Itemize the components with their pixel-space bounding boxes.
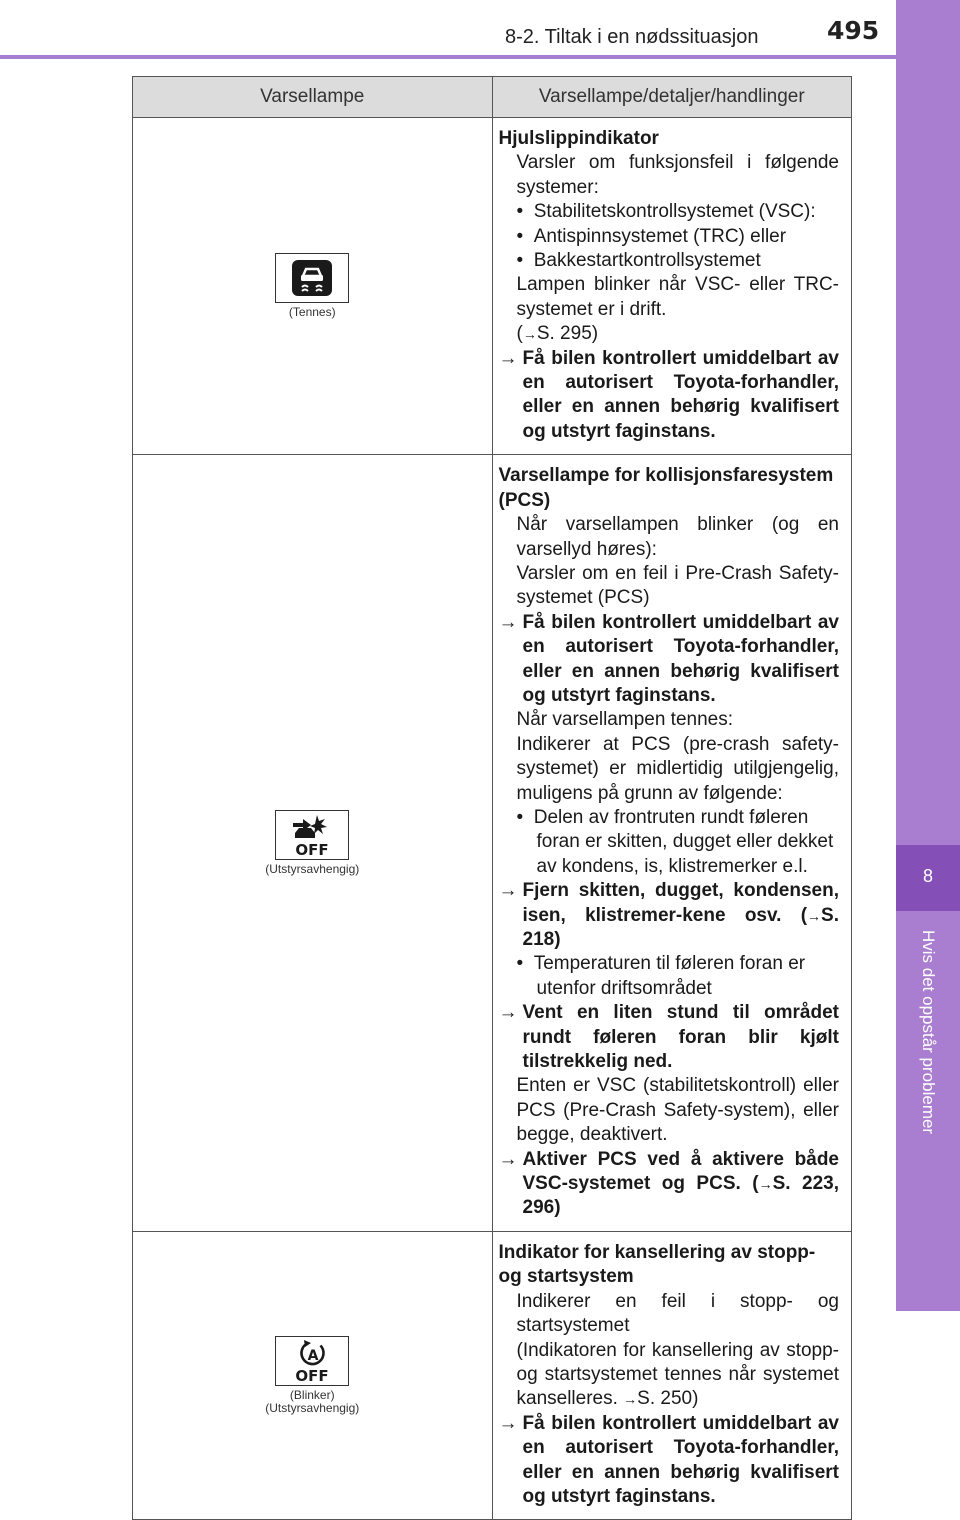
lamp-caption: (Utstyrsavhengig): [265, 1401, 360, 1416]
stop-start-off-icon: [275, 1336, 349, 1386]
action-arrow-icon: →: [498, 347, 518, 369]
lamp-cell: [133, 1231, 493, 1519]
see-arrow-icon: →: [758, 1176, 773, 1193]
page-reference[interactable]: S. 223, 296): [522, 1173, 839, 1219]
action-item: → Få bilen kontrollert umiddelbart av en autorisert Toyota-forhandler, eller en annen behørig kvalifisert og utstyrt faginstans.: [498, 347, 839, 442]
side-tab-number: 8: [922, 866, 933, 886]
action-arrow-icon: →: [498, 1148, 518, 1170]
bullet-item: • Antispinnsystemet (TRC) eller: [516, 225, 787, 247]
svg-text:OFF: OFF: [295, 1367, 329, 1384]
see-arrow-icon: →: [623, 1391, 638, 1408]
action-item: → Fjern skitten, dugget, kondensen, isen, klistremer-kene osv. (→S. 218): [498, 880, 839, 950]
action-arrow-icon: →: [498, 880, 518, 902]
see-arrow-icon: →: [807, 907, 822, 924]
page-reference[interactable]: S. 218): [522, 904, 839, 950]
action-item: → Vent en liten stund til området rundt føleren foran blir kjølt tilstrekkelig ned.: [498, 1002, 839, 1073]
bullet-item: • Stabilitetskontrollsystemet (VSC):: [516, 201, 816, 223]
see-arrow-icon: →: [522, 326, 537, 343]
lamp-title: Indikator for kansellering av stopp- og startsystem: [498, 1241, 816, 1288]
lamp-title: Varsellampe for kollisjonsfaresystem (PCS): [498, 465, 834, 511]
side-tab-label: Hvis det oppstår problemer: [919, 930, 938, 1135]
description: Indikerer en feil i stopp- og startsystemet: [516, 1290, 839, 1337]
lamp-caption: (Utstyrsavhengig): [265, 862, 360, 877]
description: Når varsellampen blinker (og en varsellyd høres):: [516, 514, 839, 560]
column-header-lamp: Varsellampe: [133, 77, 493, 118]
lamp-title: Hjulslippindikator: [498, 128, 659, 149]
bullet-item: • Bakkestartkontrollsystemet: [516, 250, 761, 272]
column-header-details: Varsellampe/detaljer/handlinger: [492, 77, 852, 118]
description: (Indikatoren for kansellering av stopp- og startsystemet tennes når systemet kanselleres. →S. 250): [516, 1339, 839, 1410]
description: Når varsellampen tennes:: [516, 709, 733, 731]
table-row: [133, 118, 852, 455]
action-arrow-icon: →: [498, 611, 518, 633]
header-rule: [0, 55, 896, 59]
action-arrow-icon: →: [498, 1412, 518, 1434]
lamp-cell: [133, 455, 493, 1232]
bullet-icon: •: [516, 201, 524, 223]
page-number: 495: [827, 16, 880, 45]
slip-indicator-icon: [275, 253, 349, 303]
description: Varsler om funksjonsfeil i følgende systemer:: [516, 152, 839, 198]
table-row: [133, 1231, 852, 1519]
bullet-icon: •: [516, 250, 524, 272]
page-reference[interactable]: S. 250): [637, 1388, 699, 1410]
lamp-caption: (Tennes): [288, 305, 336, 320]
svg-text:OFF: OFF: [295, 841, 329, 858]
warning-light-table: [132, 76, 852, 1520]
table-header-row: [133, 77, 852, 118]
action-item: → Aktiver PCS ved å aktivere både VSC-systemet og PCS. (→S. 223, 296): [498, 1148, 839, 1219]
lamp-caption: (Blinker): [289, 1388, 335, 1403]
bullet-icon: •: [516, 953, 524, 975]
chapter-title: 8-2. Tiltak i en nødssituasjon: [505, 26, 759, 48]
pcs-off-icon: [275, 810, 349, 860]
bullet-item: • Delen av frontruten rundt føleren foran er skitten, dugget eller dekket av kondens, is, klistremerker e.l.: [516, 806, 834, 877]
action-item: → Få bilen kontrollert umiddelbart av en autorisert Toyota-forhandler, eller en annen behørig kvalifisert og utstyrt faginstans.: [498, 1412, 839, 1507]
table-row: [133, 455, 852, 1232]
details-cell: [492, 455, 852, 1232]
action-item: → Få bilen kontrollert umiddelbart av en autorisert Toyota-forhandler, eller en annen behørig kvalifisert og utstyrt faginstans.: [498, 611, 839, 706]
action-arrow-icon: →: [498, 1002, 518, 1024]
bullet-item: • Temperaturen til føleren foran er utenfor driftsområdet: [516, 953, 806, 999]
description: Lampen blinker når VSC- eller TRC-systemet er i drift. (→S. 295): [516, 274, 839, 345]
description: Indikerer at PCS (pre-crash safety-systemet) er midlertidig utilgjengelig, muligens på grunn av følgende:: [516, 733, 839, 804]
bullet-icon: •: [516, 225, 524, 247]
lamp-cell: [133, 118, 493, 455]
details-cell: [492, 1231, 852, 1519]
svg-text:A: A: [307, 1348, 319, 1365]
description: Enten er VSC (stabilitetskontroll) eller PCS (Pre-Crash Safety-system), eller begge, deaktivert.: [516, 1075, 839, 1146]
description: Varsler om en feil i Pre-Crash Safety-systemet (PCS): [516, 562, 839, 609]
page-reference[interactable]: S. 295): [536, 323, 599, 345]
details-cell: [492, 118, 852, 455]
bullet-icon: •: [516, 806, 524, 828]
